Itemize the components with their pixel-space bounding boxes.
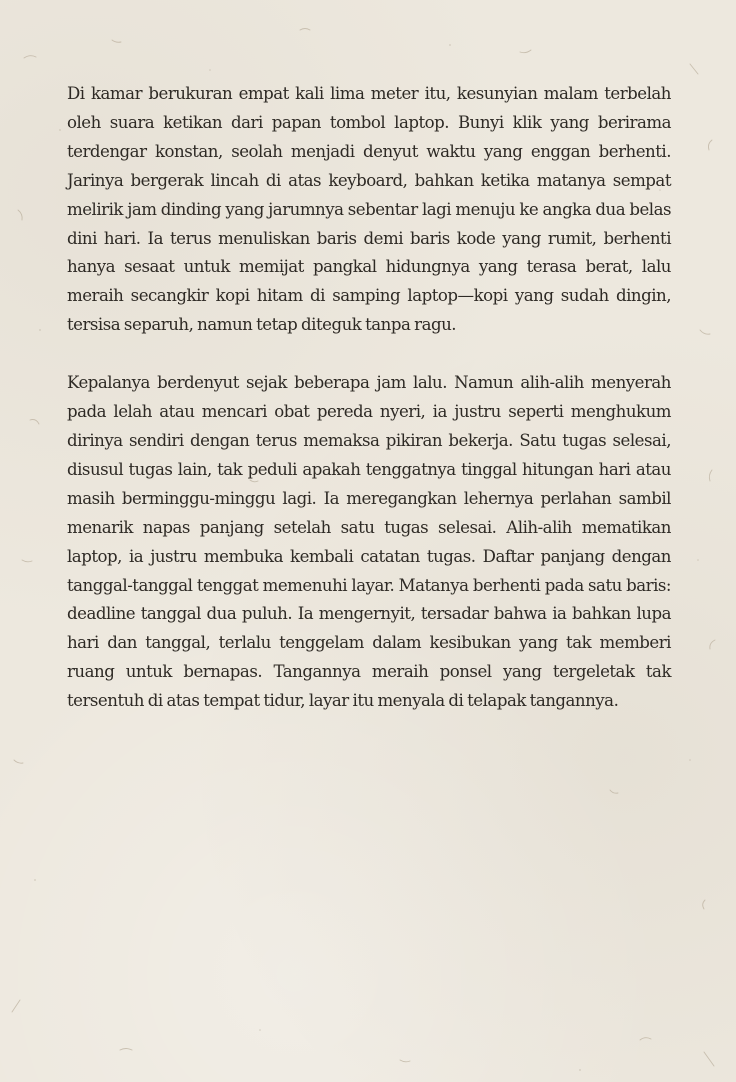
- story-text: [67, 80, 671, 716]
- paragraph-2: Kepalanya berdenyut sejak beberapa jam lalu. Namun alih-alih menyerah pada lelah atau mencari obat pereda nyeri, ia justru seperti menghukum dirinya sendiri dengan terus memaksa pikiran bekerja. Satu tugas selesai, disusul tugas lain, tak peduli apakah tenggatnya tinggal hitungan hari atau masih berminggu-minggu lagi. Ia meregangkan lehernya perlahan sambil menarik napas panjang setelah satu tugas selesai. Alih-alih mematikan laptop, ia justru membuka kembali catatan tugas. Daftar panjang dengan tanggal-tanggal tenggat memenuhi layar. Matanya berhenti pada satu baris: deadline tanggal dua puluh. Ia mengernyit, tersadar bahwa ia bahkan lupa hari dan tanggal, terlalu tenggelam dalam kesibukan yang tak memberi ruang untuk bernapas. Tangannya meraih ponsel yang tergeletak tak tersentuh di atas tempat tidur, layar itu menyala di telapak tangannya.: [67, 373, 671, 711]
- paragraph-1: Di kamar berukuran empat kali lima meter itu, kesunyian malam terbelah oleh suara ketikan dari papan tombol laptop. Bunyi klik yang berirama terdengar konstan, seolah menjadi denyut waktu yang enggan berhenti. Jarinya bergerak lincah di atas keyboard, bahkan ketika matanya sempat melirik jam dinding yang jarumnya sebentar lagi menuju ke angka dua belas dini hari. Ia terus menuliskan baris demi baris kode yang rumit, berhenti hanya sesaat untuk memijat pangkal hidungnya yang terasa berat, lalu meraih secangkir kopi hitam di samping laptop—kopi yang sudah dingin, tersisa separuh, namun tetap diteguk tanpa ragu.: [67, 84, 671, 335]
